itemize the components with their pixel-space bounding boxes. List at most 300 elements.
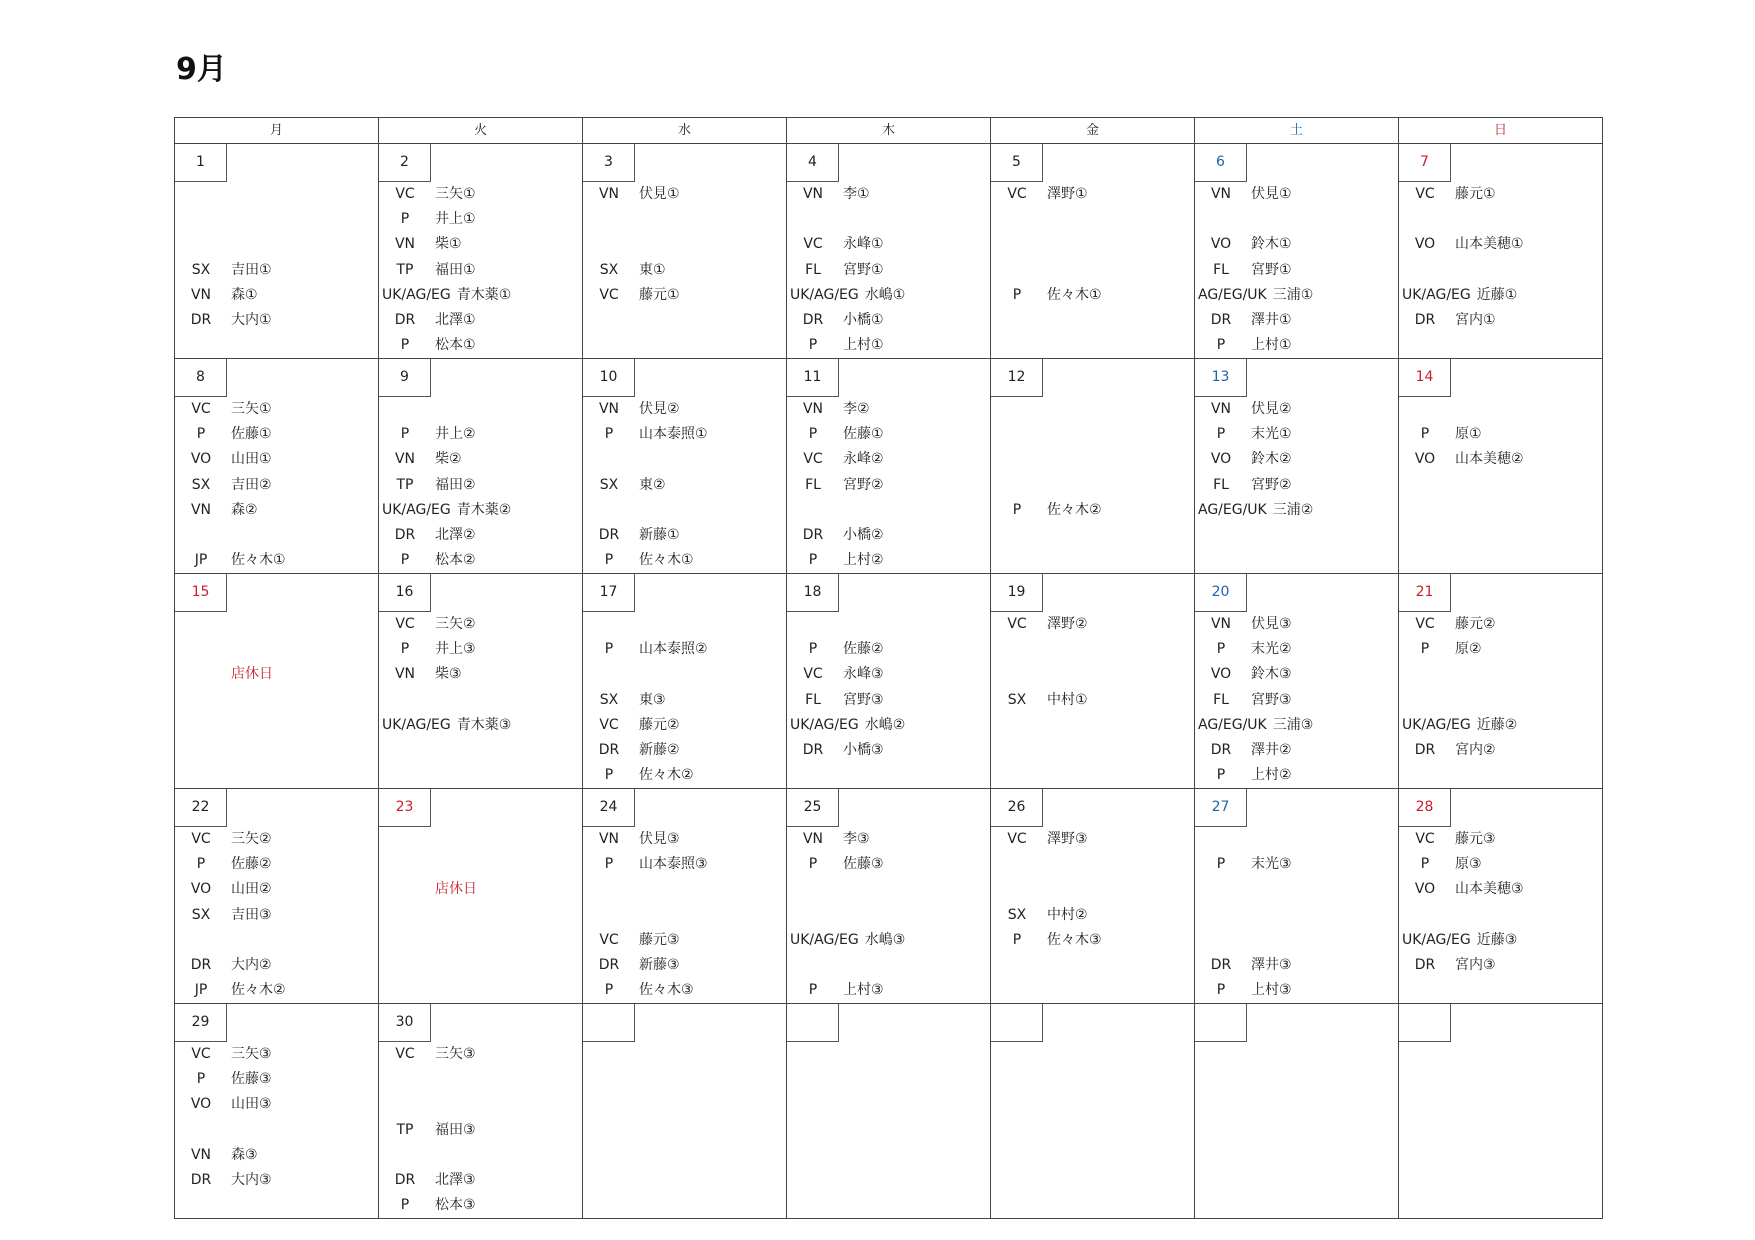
schedule-entry <box>379 523 582 548</box>
weekday-header: 日 <box>1399 118 1603 144</box>
day-cell <box>1195 1004 1399 1219</box>
date-number: 21 <box>1399 574 1451 612</box>
lesson-code: VC <box>191 831 211 847</box>
schedule-entry <box>583 738 786 763</box>
instructor-name: 永峰② <box>843 451 884 468</box>
instructor-name: 北澤③ <box>435 1172 476 1188</box>
lesson-code: P <box>604 767 614 784</box>
schedule-entry <box>1195 283 1398 308</box>
lesson-code: SX <box>599 261 619 278</box>
instructor-name: 吉田① <box>231 261 272 278</box>
schedule-entry <box>787 713 990 738</box>
lesson-code: UK/AG/EG <box>1402 931 1471 948</box>
schedule-entry <box>1195 422 1398 447</box>
instructor-name: 宮野② <box>843 476 884 493</box>
instructor-name: 吉田③ <box>231 906 272 923</box>
schedule-entry <box>379 232 582 257</box>
schedule-entry <box>1399 612 1602 637</box>
schedule-entry <box>175 827 378 852</box>
lesson-code: VC <box>1415 831 1435 847</box>
instructor-name: 伏見③ <box>639 831 680 847</box>
lesson-code: JP <box>194 552 208 569</box>
instructor-name: 伏見① <box>1251 186 1292 202</box>
schedule-entry <box>1195 473 1398 498</box>
schedule-entry <box>175 1143 378 1168</box>
day-cell <box>1399 1004 1603 1219</box>
instructor-name: 松本① <box>435 337 476 354</box>
schedule-entry <box>991 827 1194 852</box>
instructor-name: 澤野③ <box>1047 831 1088 847</box>
schedule-entry <box>379 498 582 523</box>
schedule-entry <box>787 637 990 662</box>
lesson-code: P <box>808 552 818 569</box>
schedule-entry <box>583 182 786 207</box>
schedule-entry <box>787 928 990 953</box>
schedule-entry <box>175 903 378 928</box>
day-cell <box>379 789 583 1004</box>
date-number: 26 <box>991 789 1043 827</box>
day-cell <box>787 1004 991 1219</box>
instructor-name: 小橋② <box>843 527 884 543</box>
day-cell <box>175 359 379 574</box>
lesson-code: DR <box>190 1172 212 1188</box>
date-number: 15 <box>175 574 227 612</box>
schedule-entry <box>583 713 786 738</box>
schedule-entry <box>1399 283 1602 308</box>
lesson-code: VC <box>191 1046 211 1062</box>
instructor-name: 山本美穂② <box>1455 451 1524 468</box>
lesson-code: AG/EG/UK <box>1198 501 1267 518</box>
schedule-entry <box>1195 397 1398 422</box>
schedule-entry <box>379 207 582 232</box>
schedule-entry <box>1195 612 1398 637</box>
lesson-code: VO <box>1210 236 1232 253</box>
instructor-name: 上村③ <box>1251 982 1292 999</box>
instructor-name: 伏見② <box>1251 401 1292 417</box>
lesson-code: VN <box>802 831 824 847</box>
day-cell <box>787 359 991 574</box>
lesson-code: VN <box>1210 401 1232 417</box>
instructor-name: 三矢② <box>435 616 476 632</box>
instructor-name: 三矢③ <box>231 1046 272 1062</box>
schedule-entry <box>991 283 1194 308</box>
schedule-entry <box>787 422 990 447</box>
schedule-entry <box>175 877 378 902</box>
schedule-entry <box>175 473 378 498</box>
schedule-entry <box>379 637 582 662</box>
schedule-entry <box>379 662 582 687</box>
lesson-code: SX <box>191 261 211 278</box>
day-cell <box>991 144 1195 359</box>
instructor-name: 青木薬① <box>456 286 512 303</box>
schedule-entry <box>583 283 786 308</box>
day-cell <box>175 789 379 1004</box>
lesson-code: VN <box>394 236 416 253</box>
instructor-name: 澤野② <box>1047 616 1088 632</box>
schedule-entry <box>787 738 990 763</box>
lesson-code: DR <box>190 957 212 973</box>
day-cell <box>1195 574 1399 789</box>
schedule-entry <box>787 688 990 713</box>
lesson-code: P <box>1012 931 1022 948</box>
schedule-entry <box>583 852 786 877</box>
lesson-code: VC <box>803 451 823 468</box>
instructor-name: 鈴木① <box>1251 236 1292 253</box>
lesson-code: DR <box>1210 957 1232 973</box>
instructor-name: 佐々木① <box>231 552 286 569</box>
lesson-code: DR <box>598 742 620 758</box>
lesson-code: P <box>1420 641 1430 658</box>
instructor-name: 東② <box>639 476 666 493</box>
weekday-header: 木 <box>787 118 991 144</box>
schedule-entry <box>1195 763 1398 788</box>
lesson-code: DR <box>1414 312 1436 328</box>
instructor-name: 三矢③ <box>435 1046 476 1062</box>
lesson-code: P <box>604 552 614 569</box>
schedule-entry <box>1195 713 1398 738</box>
instructor-name: 佐藤① <box>843 426 884 443</box>
lesson-code: DR <box>598 957 620 973</box>
instructor-name: 柴① <box>435 236 462 253</box>
lesson-code: P <box>400 426 410 443</box>
lesson-code: DR <box>802 742 824 758</box>
lesson-code: UK/AG/EG <box>382 716 451 733</box>
schedule-entry <box>991 182 1194 207</box>
instructor-name: 佐藤③ <box>231 1071 272 1088</box>
day-cell <box>583 789 787 1004</box>
schedule-entry <box>991 498 1194 523</box>
schedule-entry <box>379 422 582 447</box>
instructor-name: 福田③ <box>435 1121 476 1138</box>
date-number: 24 <box>583 789 635 827</box>
lesson-code: VC <box>1415 186 1435 202</box>
instructor-name: 小橋① <box>843 312 884 328</box>
schedule-entry <box>787 548 990 573</box>
instructor-name: 伏見① <box>639 186 680 202</box>
instructor-name: 佐々木② <box>1047 501 1102 518</box>
lesson-code: VN <box>394 666 416 683</box>
schedule-entry <box>379 258 582 283</box>
instructor-name: 宮野① <box>1251 261 1292 278</box>
instructor-name: 中村② <box>1047 906 1088 923</box>
schedule-entry <box>583 258 786 283</box>
schedule-entry <box>175 1042 378 1067</box>
lesson-code: TP <box>396 261 414 278</box>
date-number: 18 <box>787 574 839 612</box>
date-number <box>1195 1004 1247 1042</box>
schedule-entry <box>787 258 990 283</box>
schedule-entry <box>1195 738 1398 763</box>
date-number: 28 <box>1399 789 1451 827</box>
instructor-name: 宮内① <box>1455 312 1496 328</box>
lesson-code: VN <box>190 286 212 303</box>
instructor-name: 上村① <box>1251 337 1292 354</box>
instructor-name: 井上③ <box>435 641 476 658</box>
schedule-entry <box>175 953 378 978</box>
date-number: 16 <box>379 574 431 612</box>
lesson-code: P <box>604 641 614 658</box>
weekday-header: 金 <box>991 118 1195 144</box>
schedule-entry <box>787 447 990 472</box>
schedule-entry <box>175 397 378 422</box>
day-cell <box>583 359 787 574</box>
lesson-code: VO <box>190 1096 212 1113</box>
schedule-entry <box>583 827 786 852</box>
instructor-name: 李① <box>843 186 870 202</box>
date-number: 7 <box>1399 144 1451 182</box>
lesson-code: DR <box>1414 742 1436 758</box>
instructor-name: 近藤② <box>1476 716 1518 733</box>
instructor-name: 佐々木① <box>639 552 694 569</box>
schedule-entry <box>583 473 786 498</box>
schedule-entry <box>787 827 990 852</box>
day-cell <box>583 574 787 789</box>
lesson-code: FL <box>805 691 821 708</box>
lesson-code: P <box>1012 501 1022 518</box>
day-cell <box>379 144 583 359</box>
instructor-name: 末光③ <box>1251 856 1292 873</box>
lesson-code: VC <box>395 1046 415 1062</box>
schedule-entry <box>379 1168 582 1193</box>
instructor-name: 末光② <box>1251 641 1292 658</box>
instructor-name: 山本泰照③ <box>639 856 708 873</box>
instructor-name: 佐々木② <box>639 767 694 784</box>
instructor-name: 宮内③ <box>1455 957 1496 973</box>
instructor-name: 佐藤② <box>231 856 272 873</box>
instructor-name: 吉田② <box>231 476 272 493</box>
date-number: 22 <box>175 789 227 827</box>
lesson-code: FL <box>805 261 821 278</box>
instructor-name: 藤元① <box>1455 186 1496 202</box>
instructor-name: 大内① <box>231 312 272 328</box>
lesson-code: DR <box>1210 312 1232 328</box>
lesson-code: VN <box>802 401 824 417</box>
schedule-entry <box>787 523 990 548</box>
schedule-entry <box>1195 258 1398 283</box>
schedule-entry <box>1399 713 1602 738</box>
day-cell <box>787 574 991 789</box>
instructor-name: 上村② <box>843 552 884 569</box>
date-number <box>1399 1004 1451 1042</box>
date-number: 4 <box>787 144 839 182</box>
day-cell <box>991 359 1195 574</box>
date-number: 2 <box>379 144 431 182</box>
lesson-code: P <box>400 337 410 354</box>
lesson-code: DR <box>598 527 620 543</box>
lesson-code: AG/EG/UK <box>1198 286 1267 303</box>
instructor-name: 大内③ <box>231 1172 272 1188</box>
instructor-name: 佐藤③ <box>843 856 884 873</box>
schedule-entry <box>1399 182 1602 207</box>
schedule-entry <box>1399 877 1602 902</box>
lesson-code: P <box>604 982 614 999</box>
schedule-entry <box>175 1067 378 1092</box>
lesson-code: UK/AG/EG <box>1402 716 1471 733</box>
lesson-code: VN <box>598 831 620 847</box>
schedule-entry <box>1195 232 1398 257</box>
instructor-name: 森① <box>231 286 258 303</box>
day-cell <box>583 1004 787 1219</box>
date-number: 23 <box>379 789 431 827</box>
schedule-entry <box>1399 928 1602 953</box>
lesson-code: VC <box>803 236 823 253</box>
lesson-code: DR <box>1414 957 1436 973</box>
schedule-entry <box>379 447 582 472</box>
instructor-name: 鈴木② <box>1251 451 1292 468</box>
lesson-code: DR <box>394 527 416 543</box>
schedule-entry <box>1399 308 1602 333</box>
day-cell <box>991 789 1195 1004</box>
instructor-name: 森③ <box>231 1146 258 1163</box>
lesson-code: P <box>1216 767 1226 784</box>
schedule-entry <box>379 308 582 333</box>
schedule-entry <box>379 1118 582 1143</box>
lesson-code: FL <box>805 476 821 493</box>
date-number: 10 <box>583 359 635 397</box>
schedule-entry <box>991 928 1194 953</box>
instructor-name: 新藤① <box>639 527 680 543</box>
lesson-code: VN <box>394 451 416 468</box>
instructor-name: 山本泰照② <box>639 641 708 658</box>
instructor-name: 東① <box>639 261 666 278</box>
instructor-name: 三矢② <box>231 831 272 847</box>
date-number: 17 <box>583 574 635 612</box>
schedule-entry <box>175 978 378 1003</box>
schedule-entry <box>175 447 378 472</box>
schedule-entry <box>175 1168 378 1193</box>
instructor-name: 宮野① <box>843 261 884 278</box>
lesson-code: UK/AG/EG <box>382 286 451 303</box>
instructor-name: 佐々木① <box>1047 286 1102 303</box>
date-number: 12 <box>991 359 1043 397</box>
lesson-code: P <box>808 426 818 443</box>
closed-day-label <box>175 662 378 687</box>
date-number: 27 <box>1195 789 1247 827</box>
instructor-name: 原③ <box>1455 856 1482 873</box>
instructor-name: 藤元② <box>639 716 680 733</box>
lesson-code: TP <box>396 1121 414 1138</box>
lesson-code: P <box>604 426 614 443</box>
schedule-entry <box>787 852 990 877</box>
schedule-entry <box>175 1092 378 1117</box>
instructor-name: 小橋③ <box>843 742 884 758</box>
lesson-code: UK/AG/EG <box>790 286 859 303</box>
schedule-entry <box>175 283 378 308</box>
date-number: 14 <box>1399 359 1451 397</box>
instructor-name: 青木薬② <box>456 501 512 518</box>
instructor-name: 水嶋③ <box>864 931 906 948</box>
instructor-name: 李③ <box>843 831 870 847</box>
schedule-entry <box>175 548 378 573</box>
lesson-code: VO <box>1414 451 1436 468</box>
schedule-entry <box>379 1193 582 1218</box>
lesson-code: VC <box>395 186 415 202</box>
instructor-name: 井上① <box>435 211 476 228</box>
schedule-entry <box>175 308 378 333</box>
instructor-name: 松本② <box>435 552 476 569</box>
instructor-name: 宮野② <box>1251 476 1292 493</box>
lesson-code: VO <box>190 451 212 468</box>
schedule-entry <box>1399 827 1602 852</box>
instructor-name: 伏見② <box>639 401 680 417</box>
lesson-code: VO <box>1210 451 1232 468</box>
instructor-name: 山本美穂③ <box>1455 881 1524 898</box>
schedule-entry <box>1399 852 1602 877</box>
page-title: 9月 <box>176 52 227 87</box>
instructor-name: 宮内② <box>1455 742 1496 758</box>
instructor-name: 大内② <box>231 957 272 973</box>
day-cell <box>787 789 991 1004</box>
lesson-code: P <box>1420 856 1430 873</box>
schedule-entry <box>787 232 990 257</box>
date-number: 19 <box>991 574 1043 612</box>
lesson-code: P <box>1216 337 1226 354</box>
schedule-entry <box>379 713 582 738</box>
lesson-code: VO <box>190 881 212 898</box>
instructor-name: 水嶋① <box>864 286 906 303</box>
instructor-name: 李② <box>843 401 870 417</box>
schedule-entry <box>583 953 786 978</box>
instructor-name: 東③ <box>639 691 666 708</box>
instructor-name: 店休日 <box>435 881 477 898</box>
lesson-code: SX <box>599 691 619 708</box>
lesson-code: VN <box>190 1146 212 1163</box>
date-number <box>583 1004 635 1042</box>
instructor-name: 福田② <box>435 476 476 493</box>
schedule-entry <box>1399 422 1602 447</box>
lesson-code: UK/AG/EG <box>790 931 859 948</box>
date-number: 29 <box>175 1004 227 1042</box>
schedule-entry <box>583 397 786 422</box>
lesson-code: P <box>196 1071 206 1088</box>
lesson-code: SX <box>599 476 619 493</box>
instructor-name: 新藤② <box>639 742 680 758</box>
schedule-entry <box>583 548 786 573</box>
schedule-entry <box>1399 232 1602 257</box>
date-number: 13 <box>1195 359 1247 397</box>
lesson-code: SX <box>1007 691 1027 708</box>
schedule-entry <box>583 422 786 447</box>
schedule-entry <box>379 473 582 498</box>
instructor-name: 店休日 <box>231 666 273 683</box>
day-cell <box>175 574 379 789</box>
instructor-name: 福田① <box>435 261 476 278</box>
schedule-entry <box>1195 333 1398 358</box>
day-cell <box>1195 359 1399 574</box>
lesson-code: FL <box>1213 476 1229 493</box>
lesson-code: SX <box>191 906 211 923</box>
date-number: 6 <box>1195 144 1247 182</box>
lesson-code: P <box>1420 426 1430 443</box>
lesson-code: VN <box>190 501 212 518</box>
instructor-name: 井上② <box>435 426 476 443</box>
lesson-code: FL <box>1213 261 1229 278</box>
day-cell <box>1399 574 1603 789</box>
instructor-name: 原② <box>1455 641 1482 658</box>
instructor-name: 山本泰照① <box>639 426 708 443</box>
lesson-code: SX <box>1007 906 1027 923</box>
schedule-entry <box>583 523 786 548</box>
day-cell <box>379 1004 583 1219</box>
instructor-name: 鈴木③ <box>1251 666 1292 683</box>
day-cell <box>1399 789 1603 1004</box>
instructor-name: 上村② <box>1251 767 1292 784</box>
instructor-name: 宮野③ <box>843 691 884 708</box>
date-number: 3 <box>583 144 635 182</box>
instructor-name: 北澤② <box>435 527 476 543</box>
lesson-code: VC <box>1007 616 1027 632</box>
schedule-entry <box>583 637 786 662</box>
